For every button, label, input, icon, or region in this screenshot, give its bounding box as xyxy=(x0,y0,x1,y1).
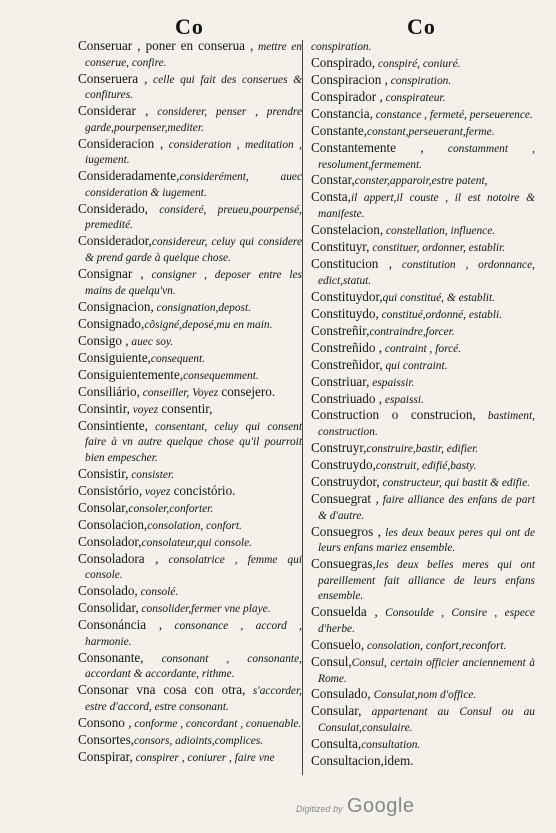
entry-headword: Conspiracion , xyxy=(311,71,388,87)
entry-definition: consequemment. xyxy=(183,369,259,382)
dictionary-entry xyxy=(78,716,302,732)
entry-headword: Consulado, xyxy=(311,686,371,702)
dictionary-entry xyxy=(311,124,535,140)
entry-headword: Constantemente , xyxy=(311,139,424,155)
entry-headword: Consignado, xyxy=(78,315,145,331)
entry-headword: Consultacion,idem. xyxy=(311,753,414,769)
entry-definition: contraindre,forcer. xyxy=(369,325,455,338)
entry-headword: Consuelda , xyxy=(311,604,378,620)
entry-definition: considerer, penser , prendre garde,pourpenser,mediter. xyxy=(85,106,302,134)
dictionary-entry xyxy=(78,300,302,316)
entry-definition: constructeur, qui bastit & edifie. xyxy=(379,477,530,490)
entry-headword: Consuegros , xyxy=(311,523,382,539)
entry-definition: Consul, certain officier anciennement à Rome. xyxy=(318,656,535,685)
entry-definition: consolatrice , femme qui console. xyxy=(85,553,302,582)
entry-definition: contraint , forcé. xyxy=(382,342,462,355)
entry-definition: conspiration. xyxy=(387,74,452,87)
dictionary-entry xyxy=(311,56,535,72)
entry-headword: Constituydor, xyxy=(311,288,383,304)
entry-headword: Consistório, xyxy=(78,482,143,498)
entry-definition: les deux beaux peres qui ont de leurs enfans mariez ensemble. xyxy=(318,526,535,555)
entry-definition: construire,bastir, edifier. xyxy=(366,443,479,456)
entry-headword: Conspirado, xyxy=(311,54,376,70)
dictionary-entry xyxy=(311,173,535,189)
dictionary-entry xyxy=(311,687,535,703)
entry-headword: Constituyr, xyxy=(311,239,370,255)
running-head-left: Co xyxy=(175,14,204,39)
entry-definition: conspirateur. xyxy=(382,91,446,104)
entry-definition: qui contraint. xyxy=(382,359,448,372)
dictionary-entry xyxy=(78,618,302,649)
entry-definition: auec soy. xyxy=(128,335,174,348)
dictionary-entry xyxy=(311,90,535,106)
entry-definition: consignation,depost. xyxy=(153,301,251,314)
entry-definition: consonant , consonante, accordant & accordante, rithme. xyxy=(85,652,302,681)
entry-definition: consors, adioints,complices. xyxy=(134,734,264,747)
dictionary-entry xyxy=(311,107,535,123)
dictionary-entry xyxy=(311,190,535,221)
dictionary-entry xyxy=(78,467,302,483)
dictionary-entry xyxy=(311,240,535,256)
entry-definition: bastiment, construction. xyxy=(318,410,535,439)
right-column xyxy=(311,39,535,770)
dictionary-entry xyxy=(311,290,535,306)
entry-definition: Consulat,nom d'office. xyxy=(370,689,477,702)
entry-definition: espaissi. xyxy=(382,393,424,406)
entry-headword: Constriuar, xyxy=(311,373,370,389)
entry-definition: consentant, celuy qui consent faire à vn autre quelque chose qu'il pourroit bien empescher. xyxy=(85,420,302,464)
entry-headword: Conseruera , xyxy=(78,70,148,86)
entry-definition: consolation, confort,reconfort. xyxy=(364,639,507,652)
entry-headword: Considerar , xyxy=(78,103,149,119)
left-column xyxy=(78,39,302,767)
entry-headword: Constar, xyxy=(311,172,355,188)
entry-definition: consequent. xyxy=(150,352,205,365)
dictionary-entry xyxy=(78,683,302,714)
dictionary-entry xyxy=(311,492,535,523)
entry-headword: Consolador, xyxy=(78,533,142,549)
entry-definition: consigner , deposer entre les mains de quelqu'vn. xyxy=(85,269,302,297)
dictionary-entry xyxy=(311,704,535,735)
entry-headword: Consolacion, xyxy=(78,516,148,532)
entry-headword: Consiliário, xyxy=(78,383,140,399)
digitized-watermark xyxy=(296,795,414,818)
entry-definition: conseiller, Voyez xyxy=(139,386,219,399)
entry-definition: constamment , resolument,fermement. xyxy=(318,142,535,171)
entry-definition: conspirer , coniurer , faire vne xyxy=(132,751,275,764)
entry-definition: conster,apparoir,estre patent, xyxy=(354,175,488,188)
running-head-right: Co xyxy=(407,14,436,39)
dictionary-entry xyxy=(311,73,535,89)
dictionary-entry xyxy=(311,458,535,474)
entry-definition: mettre en conserue, confire. xyxy=(85,41,302,69)
entry-headword: Consistir, xyxy=(78,465,129,481)
digitized-label: Digitized by xyxy=(296,804,343,814)
entry-cross-reference: consejero. xyxy=(218,383,276,399)
dictionary-entry xyxy=(311,39,535,55)
dictionary-entry xyxy=(311,324,535,340)
entry-definition: consultation. xyxy=(361,739,421,752)
entry-headword: Consiguientemente, xyxy=(78,366,184,382)
entry-headword: Considerado, xyxy=(78,200,148,216)
entry-headword: Constreñido , xyxy=(311,339,383,355)
entry-headword: Consintiente, xyxy=(78,417,148,433)
entry-headword: Construydor, xyxy=(311,474,380,490)
entry-definition: faire alliance des enfans de part & d'autre. xyxy=(318,494,535,522)
dictionary-entry xyxy=(78,385,302,401)
entry-headword: Conspirador , xyxy=(311,88,383,104)
entry-headword: Consulta, xyxy=(311,736,362,752)
entry-cross-reference: consentir, xyxy=(158,400,213,416)
entry-definition: conspiré, coniuré. xyxy=(375,57,461,70)
entry-headword: Consideradamente, xyxy=(78,168,180,184)
entry-definition: consideration , meditation , iugement. xyxy=(85,138,302,167)
entry-headword: Construyr, xyxy=(311,440,367,456)
entry-definition: conspiration. xyxy=(311,41,372,53)
entry-headword: Consuegras, xyxy=(311,556,376,572)
dictionary-entry xyxy=(311,655,535,686)
dictionary-entry xyxy=(78,484,302,500)
entry-definition: consolation, confort. xyxy=(147,519,242,532)
dictionary-entry xyxy=(311,475,535,491)
entry-definition: considerément, auec consideration & iugement. xyxy=(85,171,302,199)
dictionary-entry xyxy=(78,267,302,298)
entry-definition: consolider,fermer vne playe. xyxy=(138,603,271,616)
entry-definition: construit, edifié,basty. xyxy=(375,460,477,473)
dictionary-entry xyxy=(78,202,302,233)
entry-definition: consister. xyxy=(128,468,174,481)
entry-headword: Consintir, xyxy=(78,400,130,416)
dictionary-entry xyxy=(78,535,302,551)
dictionary-entry xyxy=(78,584,302,600)
entry-headword: Considerador, xyxy=(78,233,152,249)
entry-definition: constellation, influence. xyxy=(383,225,496,238)
entry-definition: constance , fermeté, perseuerence. xyxy=(372,108,533,121)
dictionary-entry xyxy=(78,402,302,418)
dictionary-entry xyxy=(78,733,302,749)
entry-headword: Consolidar, xyxy=(78,600,139,616)
dictionary-entry xyxy=(78,518,302,534)
entry-headword: Constante, xyxy=(311,122,368,138)
dictionary-entry xyxy=(311,754,535,769)
entry-headword: Consolar, xyxy=(78,499,129,515)
dictionary-entry xyxy=(311,223,535,239)
entry-cross-reference: concistório. xyxy=(170,482,236,498)
dictionary-entry xyxy=(78,368,302,384)
dictionary-entry xyxy=(311,358,535,374)
dictionary-entry xyxy=(311,737,535,753)
entry-headword: Consideracion , xyxy=(78,135,164,151)
entry-definition: conforme , concordant , conuenable. xyxy=(131,717,302,730)
entry-headword: Constancia, xyxy=(311,105,373,121)
entry-headword: Constriuado , xyxy=(311,390,383,406)
entry-headword: Consonáncia , xyxy=(78,617,163,633)
dictionary-entry xyxy=(78,72,302,103)
entry-definition: constitué,ordonné, establi. xyxy=(378,308,503,321)
dictionary-entry xyxy=(311,257,535,288)
dictionary-entry xyxy=(78,39,302,70)
dictionary-entry xyxy=(311,341,535,357)
entry-headword: Consuelo, xyxy=(311,636,365,652)
entry-definition: les deux belles meres qui ont pareillement fait alliance de leurs enfans ensemble. xyxy=(318,559,535,603)
entry-headword: Consta, xyxy=(311,189,351,205)
entry-definition: constant,perseuerant,ferme. xyxy=(367,125,495,138)
entry-definition: considereur, celuy qui considere & prend garde à quelque chose. xyxy=(85,236,302,265)
entry-definition: s'accorder, estre d'accord, estre consonant. xyxy=(85,685,302,713)
column-divider xyxy=(302,40,303,775)
entry-headword: Consortes, xyxy=(78,731,135,747)
entry-headword: Consoladora , xyxy=(78,550,159,566)
dictionary-entry xyxy=(78,234,302,265)
dictionary-entry xyxy=(311,638,535,654)
entry-definition: cõsigné,deposé,mu en main. xyxy=(144,318,273,331)
dictionary-entry xyxy=(311,525,535,556)
dictionary-entry xyxy=(78,104,302,135)
entry-definition: qui constitué, & establit. xyxy=(382,291,495,304)
entry-definition: consonance , accord , harmonie. xyxy=(85,620,302,648)
entry-headword: Consignar , xyxy=(78,266,144,282)
entry-definition: constituer, ordonner, establir. xyxy=(369,242,506,255)
entry-definition: constitution , ordonnance, edict,statut. xyxy=(318,259,536,287)
entry-headword: Consonar vna cosa con otra, xyxy=(78,682,246,698)
entry-headword: Constreñir, xyxy=(311,322,370,338)
dictionary-entry xyxy=(311,307,535,323)
entry-definition: voyez xyxy=(129,403,159,416)
dictionary-entry xyxy=(78,651,302,682)
entry-definition: consideré, preueu,pourpensé, premedité. xyxy=(85,203,302,232)
entry-headword: Consignacion, xyxy=(78,298,154,314)
dictionary-entry xyxy=(311,375,535,391)
dictionary-entry xyxy=(78,501,302,517)
entry-headword: Consonante, xyxy=(78,649,144,665)
entry-headword: Consigo , xyxy=(78,332,129,348)
entry-headword: Construydo, xyxy=(311,457,376,473)
entry-definition: consolateur,qui console. xyxy=(141,536,252,549)
entry-headword: Constitucion , xyxy=(311,256,392,272)
entry-headword: Consuegrat , xyxy=(311,491,379,507)
dictionary-entry xyxy=(311,141,535,172)
dictionary-entry xyxy=(78,334,302,350)
entry-definition: consoler,conforter. xyxy=(128,502,214,515)
entry-definition: voyez xyxy=(142,485,171,498)
entry-headword: Construction o construcion, xyxy=(311,407,476,423)
entry-headword: Consular, xyxy=(311,703,362,719)
entry-definition: Consoulde , Consire , espece d'herbe. xyxy=(318,607,535,635)
dictionary-entry xyxy=(311,408,535,439)
entry-headword: Constreñidor, xyxy=(311,356,383,372)
entry-definition: appartenant au Consul ou au Consulat,consulaire. xyxy=(318,706,535,735)
dictionary-entry xyxy=(78,419,302,466)
dictionary-entry xyxy=(78,317,302,333)
dictionary-entry xyxy=(311,605,535,636)
dictionary-entry xyxy=(311,392,535,408)
entry-headword: Conseruar , poner en conserua , xyxy=(78,38,254,53)
entry-headword: Consolado, xyxy=(78,583,138,599)
entry-headword: Constelacion, xyxy=(311,222,384,238)
dictionary-entry xyxy=(311,557,535,604)
dictionary-entry xyxy=(311,441,535,457)
entry-headword: Consono , xyxy=(78,714,132,730)
entry-headword: Constituydo, xyxy=(311,305,379,321)
entry-definition: celle qui fait des conserues & confitures. xyxy=(85,73,302,102)
dictionary-entry xyxy=(78,601,302,617)
dictionary-entry xyxy=(78,552,302,583)
entry-headword: Consul, xyxy=(311,653,352,669)
google-logo: Google xyxy=(346,795,415,817)
dictionary-entry xyxy=(78,137,302,168)
entry-definition: espaissir. xyxy=(369,376,415,389)
entry-headword: Conspirar, xyxy=(78,748,133,764)
dictionary-entry xyxy=(78,169,302,200)
dictionary-entry xyxy=(78,750,302,766)
entry-definition: il appert,il couste , il est notoire & manifeste. xyxy=(318,192,535,221)
entry-headword: Consiguiente, xyxy=(78,349,151,365)
dictionary-entry xyxy=(78,351,302,367)
entry-definition: consolé. xyxy=(137,586,179,599)
